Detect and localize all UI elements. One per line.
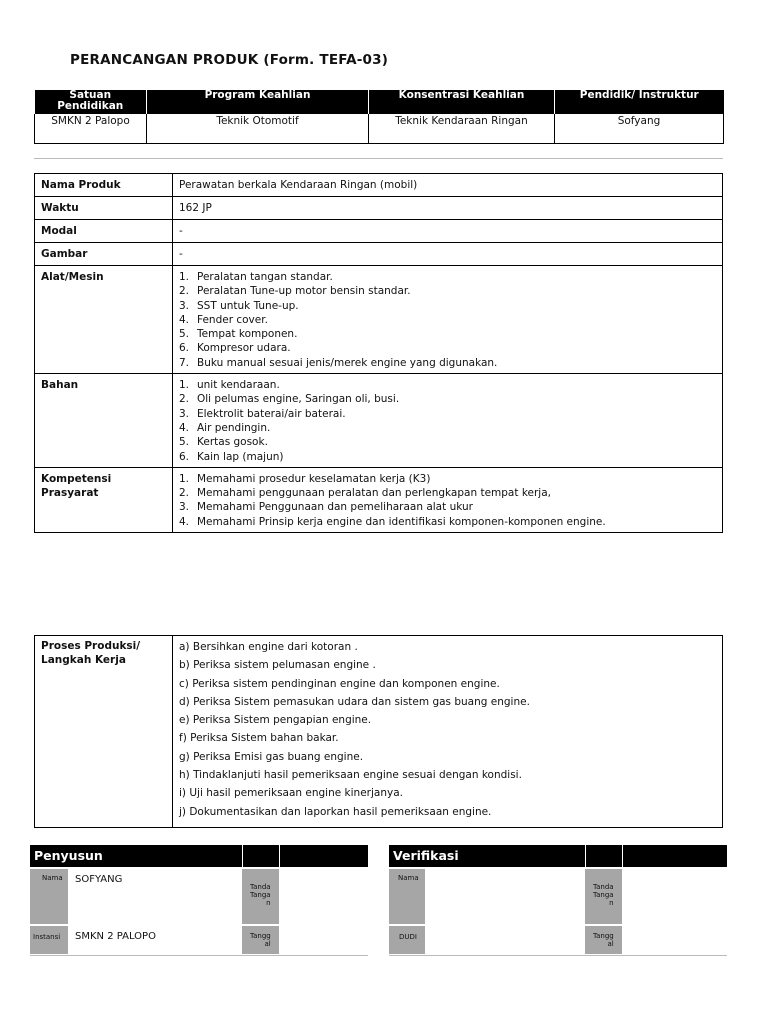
list-item: 7. Buku manual sesuai jenis/merek engine yang digunakan. bbox=[179, 356, 498, 369]
process-step: a) Bersihkan engine dari kotoran . bbox=[179, 641, 358, 653]
divider bbox=[34, 158, 723, 159]
header-val-konsentrasi: Teknik Kendaraan Ringan bbox=[369, 114, 555, 144]
process-step: b) Periksa sistem pelumasan engine . bbox=[179, 659, 376, 672]
list-item: 4. Air pendingin. bbox=[179, 421, 271, 434]
verifikasi-title: Verifikasi bbox=[393, 848, 459, 863]
verifikasi-tgl-cell bbox=[585, 926, 622, 954]
penyusun-instansi-cell bbox=[30, 926, 68, 954]
header-val-pendidik: Sofyang bbox=[555, 114, 724, 144]
penyusun-ttd-cell bbox=[242, 869, 279, 924]
header-val-program: Teknik Otomotif bbox=[147, 114, 369, 144]
bahan-list bbox=[173, 374, 723, 468]
process-steps bbox=[173, 636, 723, 828]
process-step: d) Periksa Sistem pemasukan udara dan sistem gas buang engine. bbox=[179, 695, 530, 708]
verifikasi-dudi-label: DUDI bbox=[399, 933, 417, 941]
process-step: e) Periksa Sistem pengapian engine. bbox=[179, 714, 372, 727]
verifikasi-nama-label: Nama bbox=[398, 874, 419, 882]
penyusun-ttd-label: Tanda Tanga n bbox=[250, 883, 271, 907]
kompetensi-list bbox=[173, 467, 723, 532]
penyusun-instansi-label: Instansi bbox=[33, 933, 61, 941]
process-step: g) Periksa Emisi gas buang engine. bbox=[179, 750, 364, 763]
product-table bbox=[34, 173, 723, 533]
process-step: i) Uji hasil pemeriksaan engine kinerjanya. bbox=[179, 787, 403, 800]
verifikasi-ttd-cell bbox=[585, 869, 622, 924]
list-item: 1. Peralatan tangan standar. bbox=[179, 271, 333, 283]
verifikasi-tgl-label: Tangg al bbox=[593, 932, 614, 948]
list-item: 3. Memahami Penggunaan dan pemeliharaan alat ukur bbox=[179, 501, 473, 514]
list-item: 1. unit kendaraan. bbox=[179, 379, 280, 392]
waktu-value: 162 JP bbox=[173, 197, 723, 220]
penyusun-header bbox=[30, 845, 368, 867]
penyusun-nama-label: Nama bbox=[42, 874, 63, 882]
penyusun-instansi-value: SMKN 2 PALOPO bbox=[75, 931, 156, 942]
verifikasi-header bbox=[389, 845, 727, 867]
waktu-label: Waktu bbox=[35, 197, 173, 220]
list-item: 4. Memahami Prinsip kerja engine dan identifikasi komponen-komponen engine. bbox=[179, 515, 606, 528]
alat-list bbox=[173, 266, 723, 374]
verifikasi-dudi-cell bbox=[389, 926, 425, 954]
list-item: 5. Kertas gosok. bbox=[179, 436, 268, 449]
alat-label: Alat/Mesin bbox=[35, 266, 173, 374]
modal-label: Modal bbox=[35, 220, 173, 243]
list-item: 4. Fender cover. bbox=[179, 313, 268, 326]
process-step: c) Periksa sistem pendinginan engine dan komponen engine. bbox=[179, 677, 500, 690]
process-step: j) Dokumentasikan dan laporkan hasil pemeriksaan engine. bbox=[179, 805, 492, 818]
modal-value: - bbox=[173, 220, 723, 243]
penyusun-title: Penyusun bbox=[34, 848, 103, 863]
process-step: f) Periksa Sistem bahan bakar. bbox=[179, 732, 339, 745]
list-item: 2. Oli pelumas engine, Saringan oli, busi. bbox=[179, 393, 400, 406]
header-col-konsentrasi: Konsentrasi Keahlian bbox=[369, 90, 555, 114]
header-val-satuan: SMKN 2 Palopo bbox=[35, 114, 147, 144]
penyusun-block bbox=[30, 845, 368, 948]
list-item: 1. Memahami prosedur keselamatan kerja (K3) bbox=[179, 472, 431, 485]
verifikasi-nama-cell bbox=[389, 869, 425, 924]
header-col-program: Program Keahlian bbox=[147, 90, 369, 114]
process-table bbox=[34, 635, 723, 828]
list-item: 6. Kain lap (majun) bbox=[179, 450, 284, 463]
list-item: 2. Memahami penggunaan peralatan dan perlengkapan tempat kerja, bbox=[179, 487, 551, 500]
header-table bbox=[34, 90, 724, 144]
penyusun-nama-value: SOFYANG bbox=[75, 874, 123, 885]
gambar-label: Gambar bbox=[35, 243, 173, 266]
gambar-value: - bbox=[173, 243, 723, 266]
penyusun-tgl-label: Tangg al bbox=[250, 932, 271, 948]
penyusun-nama-cell bbox=[30, 869, 68, 924]
header-col-satuan: Satuan Pendidikan bbox=[35, 90, 147, 114]
verifikasi-ttd-label: Tanda Tanga n bbox=[593, 883, 614, 907]
header-col-pendidik: Pendidik/ Instruktur bbox=[555, 90, 724, 114]
process-label: Proses Produksi/ Langkah Kerja bbox=[35, 636, 173, 828]
bahan-label: Bahan bbox=[35, 374, 173, 468]
list-item: 6. Kompresor udara. bbox=[179, 342, 291, 355]
list-item: 3. SST untuk Tune-up. bbox=[179, 299, 299, 312]
verifikasi-block bbox=[389, 845, 727, 948]
form-title: PERANCANGAN PRODUK (Form. TEFA-03) bbox=[70, 52, 389, 68]
list-item: 5. Tempat komponen. bbox=[179, 328, 298, 341]
process-step: h) Tindaklanjuti hasil pemeriksaan engine sesuai dengan kondisi. bbox=[179, 769, 522, 782]
list-item: 2. Peralatan Tune-up motor bensin standar. bbox=[179, 285, 411, 298]
kompetensi-label: Kompetensi Prasyarat bbox=[35, 467, 173, 532]
list-item: 3. Elektrolit baterai/air baterai. bbox=[179, 407, 346, 420]
nama-produk-value: Perawatan berkala Kendaraan Ringan (mobil) bbox=[173, 174, 723, 197]
nama-produk-label: Nama Produk bbox=[35, 174, 173, 197]
penyusun-tgl-cell bbox=[242, 926, 279, 954]
